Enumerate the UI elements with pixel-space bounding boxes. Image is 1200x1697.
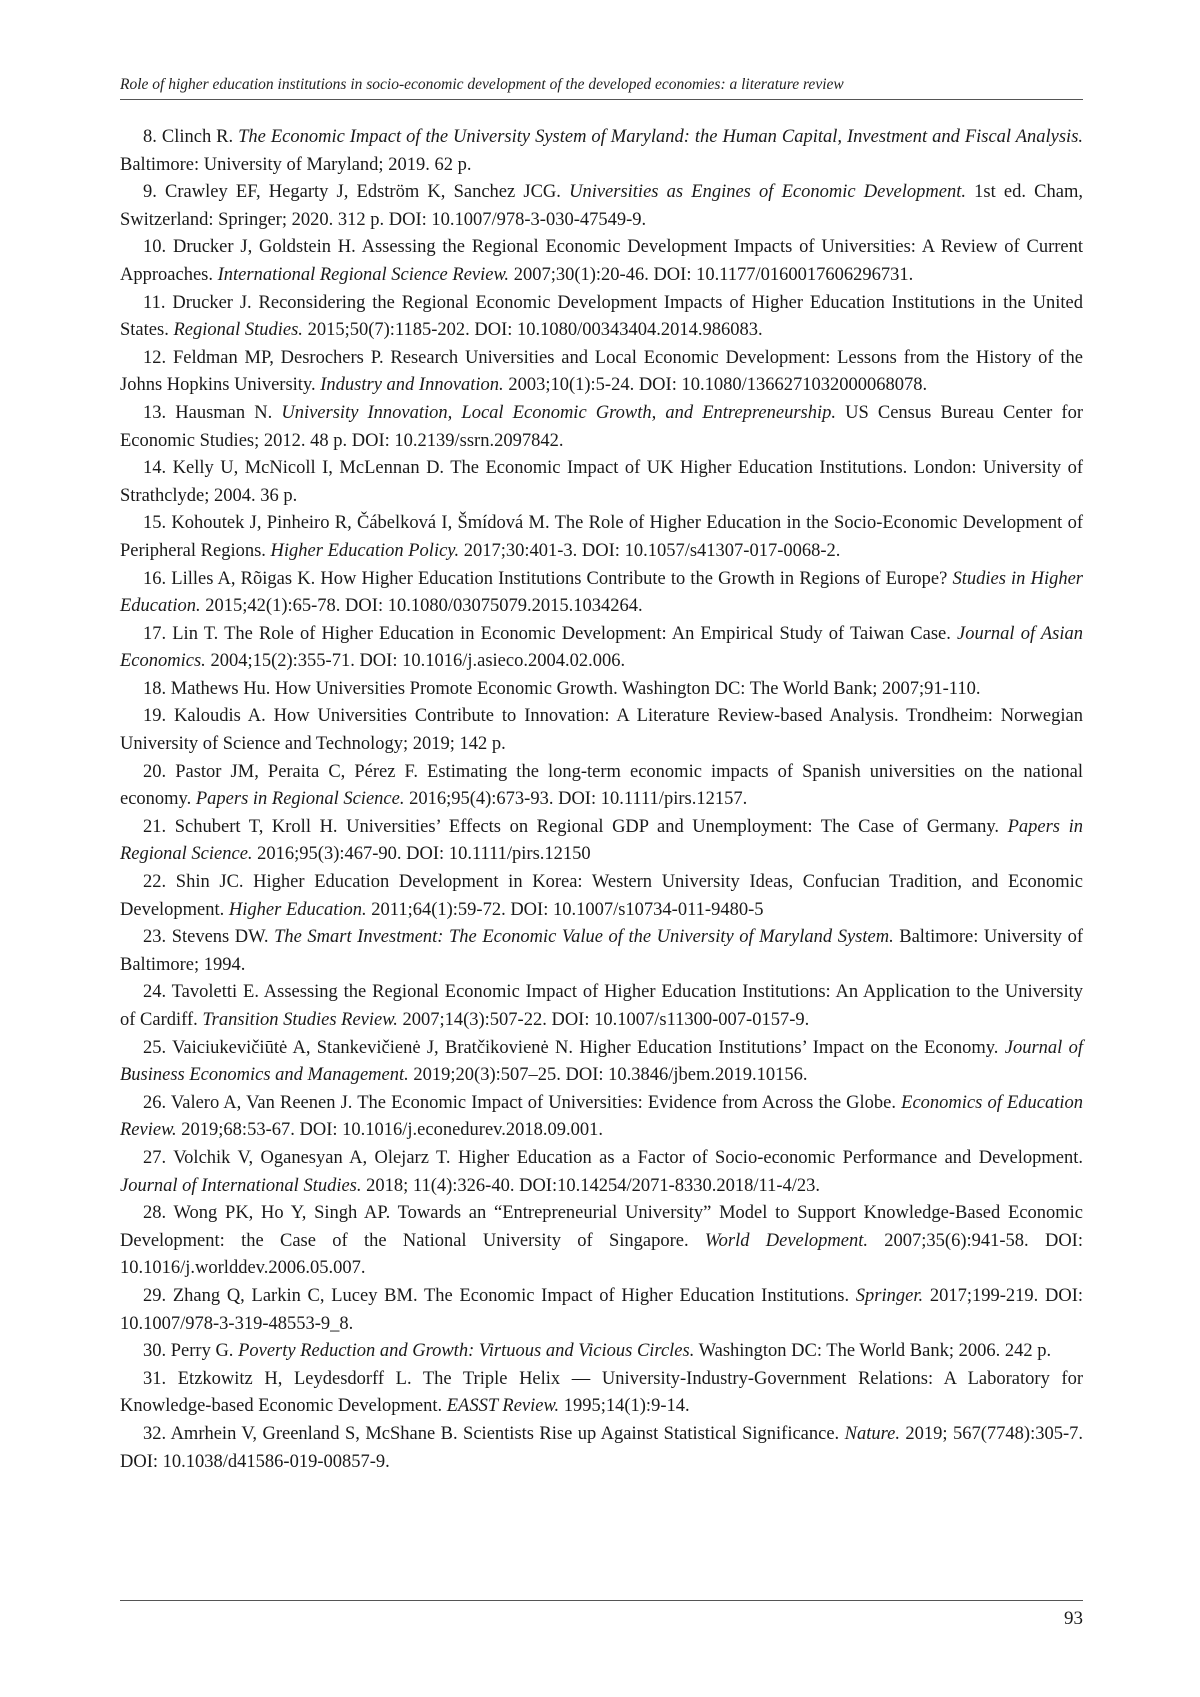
reference-item <box>120 924 1083 979</box>
reference-tail: 2007;14(3):507-22. DOI: 10.1007/s11300-007-0157-9. <box>397 1010 810 1030</box>
reference-number: 19. <box>143 706 167 727</box>
reference-text: Amrhein V, Greenland S, McShane B. Scientists Rise up Against Statistical Significance. <box>170 1423 845 1444</box>
reference-item <box>120 814 1083 869</box>
reference-tail: 2017;199-219. DOI: 10.1007/978-3-319-48553-9_8. <box>120 1285 1084 1334</box>
reference-tail: 2015;42(1):65-78. DOI: 10.1080/03075079.2015.1034264. <box>200 596 643 617</box>
reference-number: 28. <box>143 1203 167 1224</box>
reference-tail: 2017;30:401-3. DOI: 10.1057/s41307-017-0068-2. <box>459 540 841 561</box>
reference-text: Vaiciukevičiūtė A, Stankevičienė J, Bratčikovienė N. Higher Education Institutions’ Impact on the Economy. <box>172 1037 1005 1058</box>
reference-title: Regional Studies. <box>173 320 303 341</box>
reference-text: Drucker J, Goldstein H. Assessing the Regional Economic Development Impacts of Universities: A Review of Current Approaches. <box>120 237 1083 285</box>
reference-number: 16. <box>143 568 167 589</box>
reference-tail: Washington DC: The World Bank; 2006. 242 p. <box>694 1341 1052 1362</box>
reference-item <box>120 676 1083 704</box>
reference-tail: 2016;95(3):467-90. DOI: 10.1111/pirs.12150 <box>252 844 591 865</box>
reference-item <box>120 455 1083 510</box>
reference-tail: 2011;64(1):59-72. DOI: 10.1007/s10734-011-9480-5 <box>366 899 764 920</box>
reference-item <box>120 290 1083 345</box>
reference-title: Nature. <box>844 1423 900 1444</box>
running-header: Role of higher education institutions in socio-economic development of the developed economies: a literature review <box>120 76 1083 100</box>
reference-tail: 2019;20(3):507–25. DOI: 10.3846/jbem.2019.10156. <box>408 1065 808 1086</box>
reference-title: International Regional Science Review. <box>217 264 510 285</box>
reference-title: University Innovation, Local Economic Growth, and Entrepreneurship. <box>281 402 836 423</box>
reference-item <box>120 759 1083 814</box>
reference-title: Industry and Innovation. <box>320 375 504 396</box>
reference-tail: Baltimore: University of Baltimore; 1994. <box>120 927 1084 975</box>
reference-number: 22. <box>143 872 167 893</box>
reference-number: 9. <box>143 182 157 203</box>
reference-tail: 2016;95(4):673-93. DOI: 10.1111/pirs.12157. <box>404 789 748 810</box>
reference-tail: Baltimore: University of Maryland; 2019. 62 p. <box>120 154 472 175</box>
reference-tail: 1995;14(1):9-14. <box>559 1396 690 1417</box>
reference-item <box>120 979 1083 1034</box>
reference-number: 12. <box>143 347 167 368</box>
reference-text: Lilles A, Rõigas K. How Higher Education Institutions Contribute to the Growth in Regions of Europe? <box>171 568 953 589</box>
reference-title: Economics of Education Review. <box>120 1092 1083 1141</box>
reference-item <box>120 1421 1083 1476</box>
reference-number: 21. <box>143 816 167 837</box>
reference-text: Crawley EF, Hegarty J, Edström K, Sanchez JCG. <box>165 182 570 203</box>
reference-text: Zhang Q, Larkin C, Lucey BM. The Economic Impact of Higher Education Institutions. <box>172 1285 856 1306</box>
page-number: 93 <box>1064 1608 1083 1629</box>
reference-item <box>120 703 1083 758</box>
reference-text: Hausman N. <box>175 402 282 423</box>
reference-item <box>120 1366 1083 1421</box>
reference-title: The Economic Impact of the University System of Maryland: the Human Capital, Investment and Fiscal Analysis. <box>238 127 1084 147</box>
reference-tail: 2003;10(1):5-24. DOI: 10.1080/1366271032000068078. <box>503 375 928 396</box>
reference-item <box>120 400 1083 455</box>
reference-item <box>120 1035 1083 1090</box>
reference-title: Journal of International Studies. <box>120 1175 362 1196</box>
reference-list <box>120 124 1083 1476</box>
reference-title: Papers in Regional Science. <box>120 816 1083 865</box>
reference-number: 26. <box>143 1092 167 1113</box>
reference-title: Poverty Reduction and Growth: Virtuous and Vicious Circles. <box>238 1341 695 1362</box>
reference-text: Valero A, Van Reenen J. The Economic Impact of Universities: Evidence from Across the Globe. <box>170 1092 902 1113</box>
reference-number: 23. <box>143 927 167 948</box>
reference-tail: US Census Bureau Center for Economic Studies; 2012. 48 p. DOI: 10.2139/ssrn.2097842. <box>120 402 1083 451</box>
reference-number: 20. <box>143 761 167 782</box>
reference-title: Studies in Higher Education. <box>120 568 1083 617</box>
reference-title: EASST Review. <box>446 1396 560 1417</box>
reference-number: 30. <box>143 1341 167 1362</box>
reference-item <box>120 869 1083 924</box>
reference-text: Clinch R. <box>161 127 239 147</box>
reference-number: 11. <box>143 292 166 313</box>
reference-text: Pastor JM, Peraita C, Pérez F. Estimating the long-term economic impacts of Spanish universities on the national economy. <box>120 761 1084 810</box>
reference-item <box>120 1200 1083 1283</box>
reference-text: Shin JC. Higher Education Development in Korea: Western University Ideas, Confucian Tradition, and Economic Development. <box>120 872 1083 920</box>
reference-item <box>120 179 1083 234</box>
reference-text: Drucker J. Reconsidering the Regional Economic Development Impacts of Higher Education Institutions in the United States. <box>120 292 1083 341</box>
reference-text: Stevens DW. <box>171 927 275 948</box>
reference-number: 31. <box>143 1368 167 1389</box>
reference-tail: 2019; 567(7748):305-7. DOI: 10.1038/d41586-019-00857-9. <box>120 1423 1083 1472</box>
reference-number: 17. <box>143 623 167 644</box>
reference-number: 32. <box>143 1423 167 1444</box>
reference-text: Volchik V, Oganesyan A, Olejarz T. Higher Education as a Factor of Socio-economic Performance and Development. <box>173 1147 1083 1168</box>
reference-item <box>120 566 1083 621</box>
reference-item <box>120 234 1083 289</box>
reference-title: The Smart Investment: The Economic Value of the University of Maryland System. <box>274 927 894 948</box>
reference-tail: 2015;50(7):1185-202. DOI: 10.1080/00343404.2014.986083. <box>302 320 763 341</box>
reference-text: Etzkowitz H, Leydesdorff L. The Triple Helix — University-Industry-Government Relations: A Laboratory for Knowledge-based Economic Development. <box>120 1368 1084 1417</box>
reference-title: Journal of Asian Economics. <box>120 623 1084 672</box>
reference-title: Transition Studies Review. <box>202 1010 398 1030</box>
reference-number: 14. <box>143 458 167 479</box>
footer-divider <box>120 1600 1083 1601</box>
reference-number: 10. <box>143 237 167 258</box>
reference-title: Higher Education Policy. <box>270 540 460 561</box>
reference-text: Lin T. The Role of Higher Education in Economic Development: An Empirical Study of Taiwan Case. <box>172 623 958 644</box>
reference-item <box>120 1338 1083 1366</box>
reference-text: Schubert T, Kroll H. Universities’ Effects on Regional GDP and Unemployment: The Case of Germany. <box>174 816 1008 837</box>
reference-text: Feldman MP, Desrochers P. Research Universities and Local Economic Development: Lessons from the History of the Johns Hopkins University. <box>120 347 1084 396</box>
reference-item <box>120 1145 1083 1200</box>
reference-text: Kelly U, McNicoll I, McLennan D. The Economic Impact of UK Higher Education Institutions. London: University of Strathclyde; 2004. 36 p. <box>120 458 1084 506</box>
reference-title: Springer. <box>855 1285 924 1306</box>
reference-title: World Development. <box>704 1230 868 1251</box>
reference-text: Wong PK, Ho Y, Singh AP. Towards an “Entrepreneurial University” Model to Support Knowledge-Based Economic Development: the Case of the National University of Singapore. <box>120 1203 1084 1251</box>
reference-number: 15. <box>143 513 167 534</box>
reference-number: 27. <box>143 1147 167 1168</box>
reference-text: Kaloudis A. How Universities Contribute to Innovation: A Literature Review-based Analysis. Trondheim: Norwegian University of Science and Technology; 2019; 142 p. <box>120 706 1083 755</box>
reference-tail: 1st ed. Cham, Switzerland: Springer; 2020. 312 p. DOI: 10.1007/978-3-030-47549-9. <box>120 182 1083 230</box>
reference-item <box>120 1283 1083 1338</box>
reference-number: 25. <box>143 1037 167 1058</box>
reference-item <box>120 510 1083 565</box>
reference-text: Perry G. <box>170 1341 239 1362</box>
reference-item <box>120 621 1083 676</box>
reference-text: Kohoutek J, Pinheiro R, Čábelková I, Šmídová M. The Role of Higher Education in the Socio-Economic Development of Peripheral Regions. <box>120 513 1084 561</box>
reference-number: 8. <box>143 127 157 147</box>
reference-tail: 2018; 11(4):326-40. DOI:10.14254/2071-8330.2018/11-4/23. <box>361 1175 821 1196</box>
reference-title: Papers in Regional Science. <box>195 789 405 810</box>
reference-title: Journal of Business Economics and Management. <box>120 1037 1084 1086</box>
reference-text: Mathews Hu. How Universities Promote Economic Growth. Washington DC: The World Bank; 2007;91-110. <box>170 678 981 699</box>
reference-tail: 2007;35(6):941-58. DOI: 10.1016/j.worlddev.2006.05.007. <box>120 1230 1083 1279</box>
reference-number: 24. <box>143 982 167 1003</box>
reference-item <box>120 345 1083 400</box>
reference-number: 18. <box>143 678 167 699</box>
reference-number: 13. <box>143 402 167 423</box>
reference-number: 29. <box>143 1285 167 1306</box>
reference-text: Tavoletti E. Assessing the Regional Economic Impact of Higher Education Institutions: An Application to the University of Cardiff. <box>120 982 1083 1030</box>
reference-tail: 2004;15(2):355-71. DOI: 10.1016/j.asieco.2004.02.006. <box>205 651 626 672</box>
reference-item <box>120 1090 1083 1145</box>
reference-tail: 2019;68:53-67. DOI: 10.1016/j.econedurev.2018.09.001. <box>176 1120 603 1141</box>
reference-tail: 2007;30(1):20-46. DOI: 10.1177/0160017606296731. <box>509 264 914 285</box>
reference-title: Higher Education. <box>228 899 367 920</box>
reference-item <box>120 124 1083 179</box>
reference-title: Universities as Engines of Economic Development. <box>569 182 966 203</box>
